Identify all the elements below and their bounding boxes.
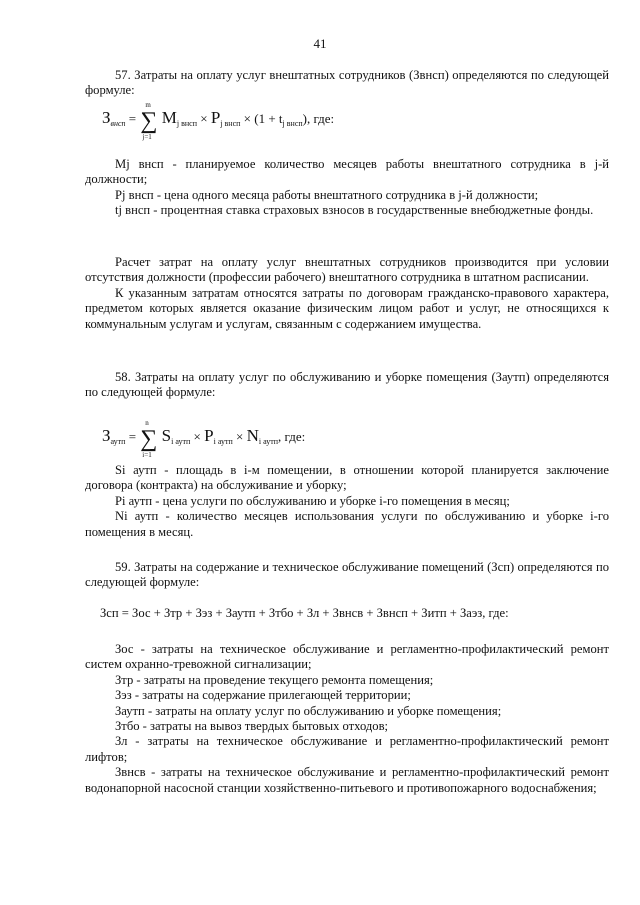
sum-symbol: ∑ m j=1 xyxy=(140,101,158,141)
section-58-intro xyxy=(85,370,609,401)
paragraph: Расчет затрат на оплату услуг внештатных сотрудников производится при условии отсутствия должности (профессии рабочего) внештатного сотрудника в штатном расписании. xyxy=(85,255,609,285)
definition-item: Зэз - затраты на содержание прилегающей территории; xyxy=(115,688,411,703)
section-57-intro xyxy=(85,68,609,99)
page-number: 41 xyxy=(313,36,327,51)
section-59-intro xyxy=(85,560,609,591)
section-58-formula: $З_{аутп}$ = ∑ n i=1 $S_{i аутп} \times P_{i аутп} \times N_{i аутп}$, где: xyxy=(102,419,306,459)
definition-item: Ni аутп - количество месяцев использования услуги по обслуживанию и уборке i-го помещения в месяц. xyxy=(85,509,609,539)
section-59-definitions xyxy=(85,642,609,796)
section-59-formula: Зсп = Зос + Зтр + Зэз + Заутп + Зтбо + Зл + Звнсв + Звнсп + Зитп + Заэз, где: xyxy=(100,606,509,620)
paragraph: К указанным затратам относятся затраты по договорам гражданско-правового характера, предметом которых является оказание физическим лицом работ и услуг, не относящихся к коммунальным услугам и услугам, связанным с содержанием имущества. xyxy=(85,285,609,331)
definition-item: Зтр - затраты на проведение текущего ремонта помещения; xyxy=(115,672,434,687)
definition-item: Si аутп - площадь в i-м помещении, в отношении которой планируется заключение договора (контракта) на обслуживание и уборку; xyxy=(85,463,609,493)
definition-item: tj внсп - процентная ставка страховых взносов в государственные внебюджетные фонды. xyxy=(115,203,594,218)
section-58-intro-text: 58. Затраты на оплату услуг по обслуживанию и уборке помещения (Заутп) определяются по следующей формуле: xyxy=(85,370,609,400)
sum-symbol: ∑ n i=1 xyxy=(140,419,158,459)
definition-item: Заутп - затраты на оплату услуг по обслуживанию и уборке помещения; xyxy=(115,703,502,718)
definition-item: Mj внсп - планируемое количество месяцев работы внештатного сотрудника в j-й должности; xyxy=(85,157,609,187)
definition-item: Pi аутп - цена услуги по обслуживанию и уборке i-го помещения в месяц; xyxy=(115,493,510,508)
definition-item: Зос - затраты на техническое обслуживание и регламентно-профилактический ремонт систем охранно-тревожной сигнализации; xyxy=(85,642,609,672)
section-57-definitions xyxy=(85,157,609,219)
definition-item: Зтбо - затраты на вывоз твердых бытовых отходов; xyxy=(115,719,389,734)
section-57-intro-text: 57. Затраты на оплату услуг внештатных сотрудников (Звнсп) определяются по следующей формуле: xyxy=(85,68,609,98)
section-57-paragraphs xyxy=(85,255,609,332)
definition-item: Pj внсп - цена одного месяца работы внештатного сотрудника в j-й должности; xyxy=(115,187,539,202)
definition-item: Зл - затраты на техническое обслуживание и регламентно-профилактический ремонт лифтов; xyxy=(85,734,609,764)
section-59-intro-text: 59. Затраты на содержание и техническое обслуживание помещений (Зсп) определяются по следующей формуле: xyxy=(85,560,609,590)
section-58-definitions xyxy=(85,463,609,540)
definition-item: Звнсв - затраты на техническое обслуживание и регламентно-профилактический ремонт водонапорной насосной станции хозяйственно-питьевого и противопожарного водоснабжения; xyxy=(85,765,609,795)
section-57-formula: $З_{внсп}$ = ∑ m j=1 $M_{j внсп} \times P_{j внсп} \times (1 + t_{j внсп})$, где: xyxy=(102,101,335,141)
